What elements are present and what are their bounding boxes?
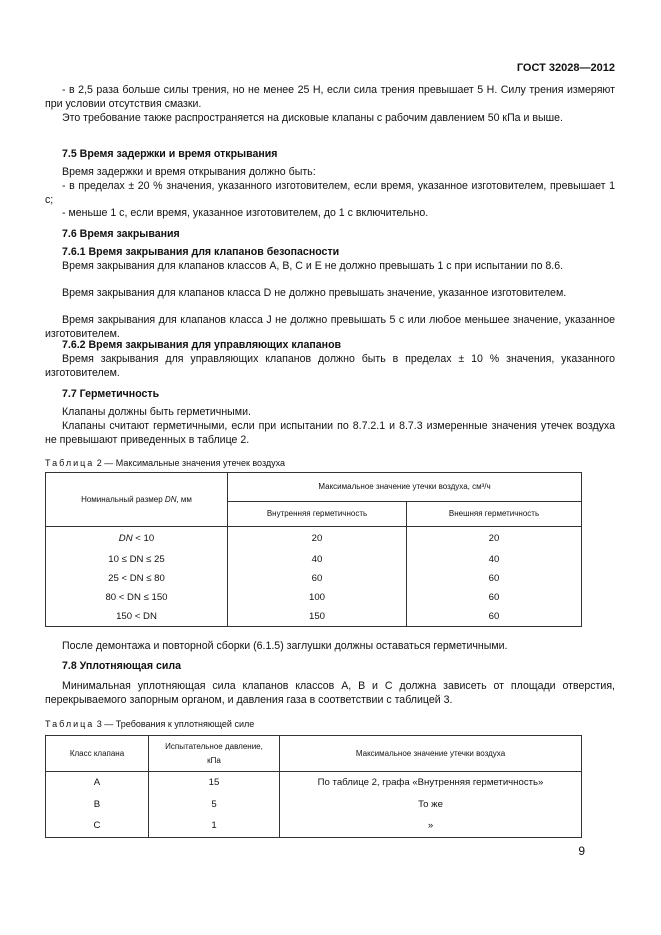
table-3-caption: Таблица 3 — Требования к уплотняющей силе	[45, 719, 255, 729]
table-2-row-cell: 150	[228, 608, 407, 627]
table-2-row	[46, 608, 582, 627]
paragraph: Время закрывания для клапанов класса J не должно превышать 5 с или любое меньшее значение, указанное изготовителем.	[45, 314, 615, 340]
section-heading-7-6-1: 7.6.1 Время закрывания для клапанов безопасности	[62, 246, 340, 258]
table-2-row	[46, 589, 582, 608]
paragraph: Клапаны должны быть герметичными.	[62, 406, 251, 418]
table-2	[45, 472, 582, 627]
page-header: ГОСТ 32028—2012	[516, 62, 615, 74]
paragraph: Время закрывания для клапанов классов А, В, С и Е не должно превышать 1 с при испытании по 8.6.	[62, 260, 564, 272]
section-heading-7-6-2: 7.6.2 Время закрывания для управляющих клапанов	[62, 339, 342, 351]
table-3-row	[46, 816, 582, 838]
table-2-row-cell: 40	[228, 551, 407, 570]
table-2-row-cell: 25 < DN ≤ 80	[46, 570, 228, 589]
table-2-row-cell: 20	[228, 527, 407, 551]
table-2-row-cell: 40	[407, 551, 582, 570]
table-3-row-cell: 1	[149, 816, 280, 838]
table-3	[45, 735, 582, 838]
table-2-row-cell: 10 ≤ DN ≤ 25	[46, 551, 228, 570]
table-3-row-cell: 15	[149, 772, 280, 794]
table-2-row-cell: DN < 10	[46, 527, 228, 551]
table-3-header-pressure: Испытательное давление, кПа	[149, 736, 280, 772]
table-2-header-external: Внешняя герметичность	[407, 502, 582, 527]
paragraph: Это требование также распространяется на дисковые клапаны с рабочим давлением 50 кПа и выше.	[62, 112, 563, 124]
paragraph: - в 2,5 раза больше силы трения, но не менее 25 Н, если сила трения превышает 5 Н. Силу трения измеряют при условии отсутствия смазки.	[45, 84, 615, 110]
paragraph: Время задержки и время открывания должно быть:	[62, 166, 316, 178]
table-3-header-class: Класс клапана	[46, 736, 149, 772]
table-2-row-cell: 60	[407, 570, 582, 589]
section-heading-7-5: 7.5 Время задержки и время открывания	[62, 148, 278, 160]
table-3-row-cell: То же	[280, 794, 582, 816]
paragraph: Время закрывания для клапанов класса D не должно превышать значение, указанное изготовителем.	[62, 287, 567, 299]
table-2-row-cell: 150 < DN	[46, 608, 228, 627]
paragraph: - в пределах ± 20 % значения, указанного изготовителем, если время, указанное изготовителем, превышает 1 с;	[45, 180, 615, 206]
table-2-caption: Таблица 2 — Максимальные значения утечек воздуха	[45, 458, 286, 468]
paragraph: - меньше 1 с, если время, указанное изготовителем, до 1 с включительно.	[62, 207, 429, 219]
paragraph: После демонтажа и повторной сборки (6.1.5) заглушки должны оставаться герметичными.	[62, 640, 508, 652]
table-3-row-cell: А	[46, 772, 149, 794]
table-3-row-cell: С	[46, 816, 149, 838]
table-2-row-cell: 60	[407, 608, 582, 627]
table-3-row-cell: 5	[149, 794, 280, 816]
table-2-row	[46, 527, 582, 551]
page-number: 9	[578, 844, 585, 858]
paragraph: Клапаны считают герметичными, если при испытании по 8.7.2.1 и 8.7.3 измеренные значения утечек воздуха не превышают приведенных в таблице 2.	[45, 420, 615, 446]
section-heading-7-8: 7.8 Уплотняющая сила	[62, 660, 181, 672]
table-2-header-size: Номинальный размер DN, мм	[46, 473, 228, 527]
paragraph: Минимальная уплотняющая сила клапанов классов А, В и С должна зависеть от площади отверстия, перекрываемого запорным органом, и давления газа в соответствии с таблицей 3.	[45, 680, 615, 706]
table-2-row-cell: 80 < DN ≤ 150	[46, 589, 228, 608]
table-2-header-group: Максимальное значение утечки воздуха, см³/ч	[228, 473, 582, 502]
section-heading-7-6: 7.6 Время закрывания	[62, 228, 180, 240]
table-2-header-internal: Внутренняя герметичность	[228, 502, 407, 527]
table-3-row-cell: »	[280, 816, 582, 838]
table-2-row	[46, 551, 582, 570]
table-3-row-cell: По таблице 2, графа «Внутренняя герметичность»	[280, 772, 582, 794]
table-2-row	[46, 570, 582, 589]
section-heading-7-7: 7.7 Герметичность	[62, 388, 160, 400]
paragraph: Время закрывания для управляющих клапанов должно быть в пределах ± 10 % значения, указанного изготовителем.	[45, 353, 615, 379]
table-2-row-cell: 60	[228, 570, 407, 589]
table-2-row-cell: 100	[228, 589, 407, 608]
table-3-header-leak: Максимальное значение утечки воздуха	[280, 736, 582, 772]
table-2-row-cell: 60	[407, 589, 582, 608]
table-2-row-cell: 20	[407, 527, 582, 551]
table-3-row-cell: В	[46, 794, 149, 816]
table-3-row	[46, 794, 582, 816]
table-3-row	[46, 772, 582, 794]
